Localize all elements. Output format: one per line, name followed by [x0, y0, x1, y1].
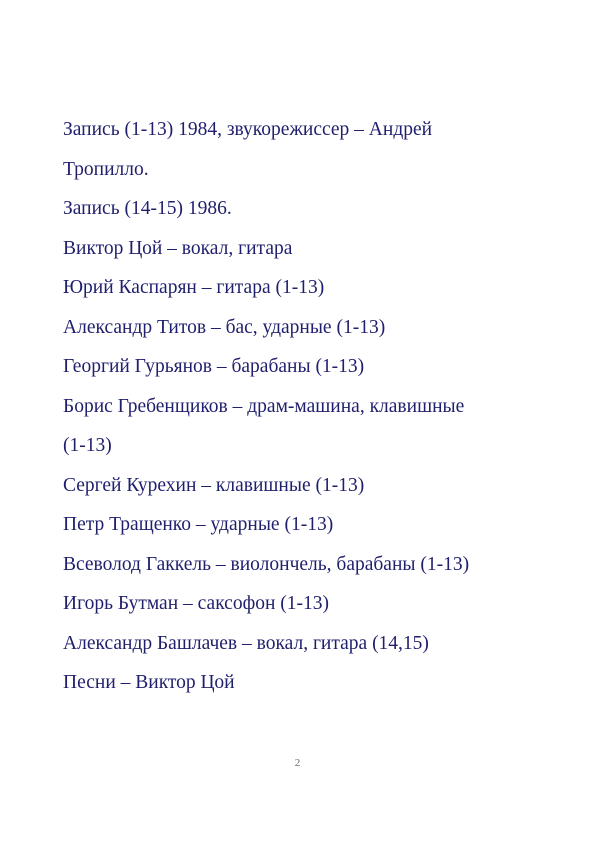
page-number: 2 — [294, 757, 301, 769]
musician-credit-line: Петр Тращенко – ударные (1-13) — [63, 514, 334, 535]
musician-credit-line: Георгий Гурьянов – барабаны (1-13) — [63, 356, 365, 377]
musician-credit-line: Всеволод Гаккель – виолончель, барабаны (1-13) — [63, 553, 470, 575]
musician-credit-line: Сергей Курехин – клавишные (1-13) — [63, 474, 365, 496]
recording-date-line: Запись (14-15) 1986. — [63, 198, 232, 219]
musician-credit-line: Борис Гребенщиков – драм-машина, клавишные — [63, 395, 465, 417]
musician-credit-line: Александр Башлачев – вокал, гитара (14,15) — [63, 632, 429, 654]
credits-text-block — [63, 110, 533, 703]
songwriter-credit-line: Песни – Виктор Цой — [63, 672, 235, 693]
musician-credit-line-continuation: (1-13) — [63, 435, 112, 456]
recording-credit-line: Запись (1-13) 1984, звукорежиссер – Андрей — [63, 119, 433, 140]
musician-credit-line: Игорь Бутман – саксофон (1-13) — [63, 593, 330, 614]
musician-credit-line: Юрий Каспарян – гитара (1-13) — [63, 277, 325, 298]
musician-credit-line: Виктор Цой – вокал, гитара — [63, 237, 293, 259]
recording-credit-line-continuation: Тропилло. — [63, 158, 149, 180]
musician-credit-line: Александр Титов – бас, ударные (1-13) — [63, 316, 386, 338]
